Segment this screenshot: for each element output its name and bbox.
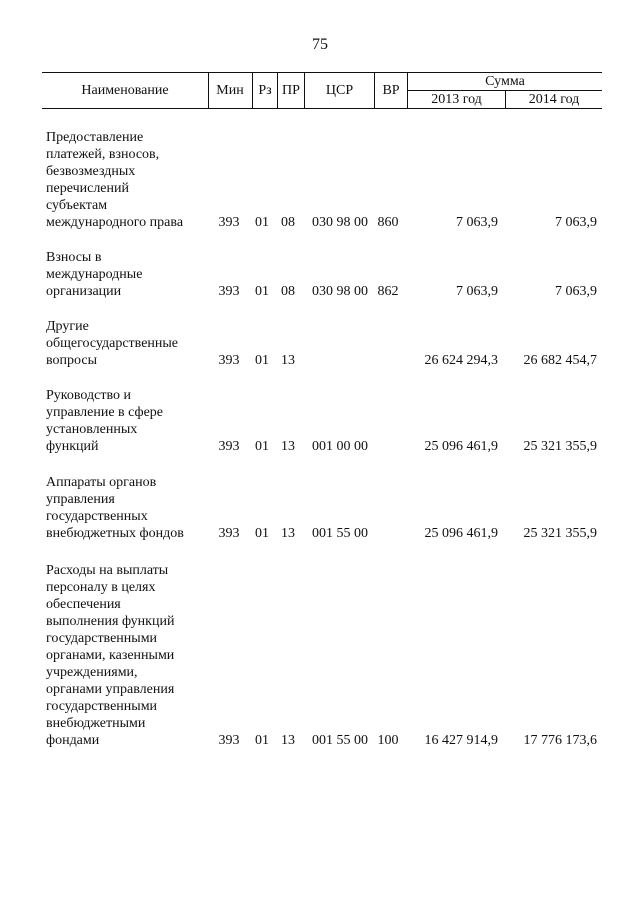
cell-sum-2014: 25 321 355,9 [523, 439, 597, 454]
cell-sum-2013: 25 096 461,9 [424, 526, 498, 541]
cell-sum-2014: 26 682 454,7 [523, 353, 597, 368]
header-csr: ЦСР [325, 83, 354, 98]
table-row [0, 248, 640, 300]
cell-sum-2013: 25 096 461,9 [424, 439, 498, 454]
cell-min: 393 [218, 526, 240, 541]
cell-sum-2014: 25 321 355,9 [523, 526, 597, 541]
cell-min: 393 [218, 439, 240, 454]
table-header [42, 72, 602, 109]
cell-rz: 01 [255, 439, 269, 454]
row-name-line: Взносы в [46, 250, 102, 265]
cell-sum-2013: 16 427 914,9 [424, 733, 498, 748]
cell-sum-2014: 7 063,9 [555, 215, 597, 230]
row-name-line: вопросы [46, 353, 97, 368]
row-name [46, 249, 206, 300]
cell-csr: 030 98 00 [312, 284, 368, 299]
row-name-line: управление в сфере [46, 405, 164, 420]
row-name-line: функций [46, 439, 99, 454]
cell-pr: 08 [281, 284, 295, 299]
cell-min: 393 [218, 215, 240, 230]
table-row [0, 559, 640, 749]
row-name-line: организации [46, 284, 122, 299]
row-name-line: платежей, взносов, [46, 147, 160, 162]
cell-rz: 01 [255, 353, 269, 368]
row-name-line: Аппараты органов [46, 475, 157, 490]
cell-sum-2014: 17 776 173,6 [523, 733, 597, 748]
cell-csr: 001 55 00 [312, 526, 368, 541]
cell-min: 393 [218, 353, 240, 368]
row-name [46, 129, 206, 231]
row-name-line: Руководство и [46, 388, 131, 403]
row-name-line: органами управления [46, 682, 175, 697]
row-name-line: государственными [46, 631, 158, 646]
row-name-line: учреждениями, [46, 665, 138, 680]
row-name-line: установленных [46, 422, 138, 437]
row-name-line: управления [46, 492, 115, 507]
cell-min: 393 [218, 284, 240, 299]
header-vr: ВР [382, 83, 400, 98]
row-name-line: общегосударственные [46, 336, 179, 351]
table-row [0, 126, 640, 231]
row-name [46, 318, 206, 369]
cell-csr: 030 98 00 [312, 215, 368, 230]
row-name-line: безвозмездных [46, 164, 136, 179]
row-name-line: органами, казенными [46, 648, 175, 663]
cell-vr: 100 [377, 733, 399, 748]
row-name-line: фондами [46, 733, 100, 748]
row-name-line: перечислений [46, 181, 129, 196]
row-name [46, 387, 206, 455]
cell-min: 393 [218, 733, 240, 748]
cell-sum-2013: 26 624 294,3 [424, 353, 498, 368]
row-name [46, 562, 206, 749]
cell-rz: 01 [255, 284, 269, 299]
row-name-line: государственных [46, 509, 148, 524]
header-year-2013: 2013 год [431, 92, 482, 107]
row-name-line: Предоставление [46, 130, 144, 145]
cell-csr: 001 55 00 [312, 733, 368, 748]
row-name-line: выполнения функций [46, 614, 175, 629]
row-name-line: государственными [46, 699, 158, 714]
cell-pr: 08 [281, 215, 295, 230]
row-name-line: Расходы на выплаты [46, 563, 169, 578]
cell-pr: 13 [281, 526, 295, 541]
row-name-line: персоналу в целях [46, 580, 156, 595]
table-row [0, 472, 640, 542]
row-name-line: обеспечения [46, 597, 121, 612]
row-name-line: внебюджетных фондов [46, 526, 184, 541]
header-sum: Сумма [408, 73, 602, 91]
header-name: Наименование [81, 83, 169, 98]
row-name-line: международного права [46, 215, 184, 230]
cell-pr: 13 [281, 733, 295, 748]
header-pr: ПР [282, 83, 300, 98]
cell-vr: 860 [377, 215, 399, 230]
row-name-line: внебюджетными [46, 716, 146, 731]
cell-pr: 13 [281, 439, 295, 454]
cell-pr: 13 [281, 353, 295, 368]
row-name [46, 474, 206, 542]
cell-sum-2013: 7 063,9 [456, 284, 498, 299]
header-min: Мин [216, 83, 244, 98]
cell-rz: 01 [255, 215, 269, 230]
cell-sum-2013: 7 063,9 [456, 215, 498, 230]
row-name-line: Другие [46, 319, 89, 334]
header-year-2014: 2014 год [528, 92, 580, 107]
cell-rz: 01 [255, 526, 269, 541]
page-number: 75 [312, 36, 328, 53]
cell-csr: 001 00 00 [312, 439, 368, 454]
header-rz: Рз [258, 83, 272, 98]
row-name-line: международные [46, 267, 143, 282]
table-row [0, 317, 640, 369]
cell-vr: 862 [377, 284, 399, 299]
row-name-line: субъектам [46, 198, 108, 213]
cell-rz: 01 [255, 733, 269, 748]
cell-sum-2014: 7 063,9 [555, 284, 597, 299]
table-row [0, 385, 640, 455]
